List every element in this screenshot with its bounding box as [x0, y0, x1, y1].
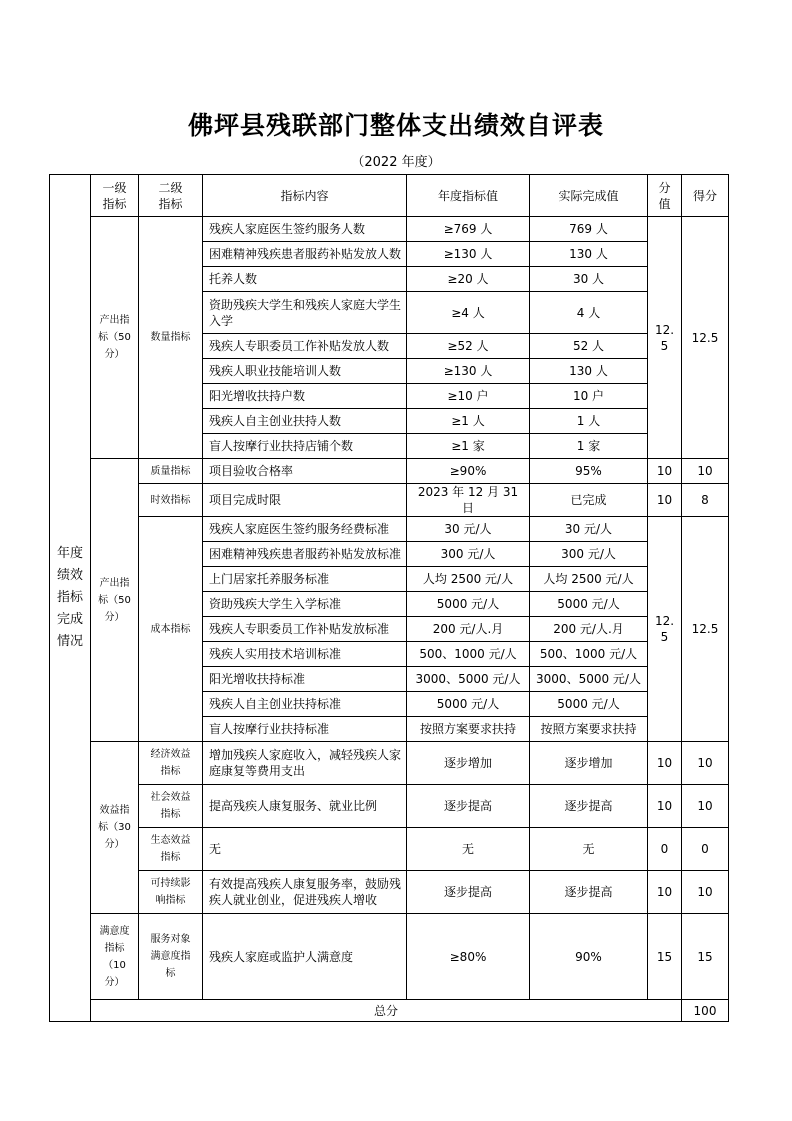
row-content: 残疾人家庭医生签约服务经费标准 — [203, 517, 407, 542]
row-content: 残疾人专职委员工作补贴发放人数 — [203, 334, 407, 359]
row-actual: 52 人 — [530, 334, 648, 359]
row-target: ≥130 人 — [407, 359, 530, 384]
row-weight: 0 — [648, 828, 682, 871]
row-target: ≥10 户 — [407, 384, 530, 409]
total-row — [50, 1000, 729, 1022]
level2-quality: 质量指标 — [139, 459, 203, 484]
row-target: 3000、5000 元/人 — [407, 667, 530, 692]
table-row — [50, 828, 729, 871]
row-actual: 200 元/人.月 — [530, 617, 648, 642]
score-quality: 10 — [682, 459, 729, 484]
level2-social: 社会效益 指标 — [139, 785, 203, 828]
row-content: 阳光增收扶持标准 — [203, 667, 407, 692]
row-actual: 130 人 — [530, 359, 648, 384]
row-actual: 1 家 — [530, 434, 648, 459]
table-row — [50, 871, 729, 914]
row-score: 10 — [682, 871, 729, 914]
row-target: 逐步增加 — [407, 742, 530, 785]
table-header-row — [50, 175, 729, 217]
header-weight: 分 值 — [648, 175, 682, 217]
level2-cost: 成本指标 — [139, 517, 203, 742]
table-row — [50, 217, 729, 242]
row-actual: 逐步提高 — [530, 785, 648, 828]
header-content: 指标内容 — [203, 175, 407, 217]
row-content: 残疾人专职委员工作补贴发放标准 — [203, 617, 407, 642]
weight-quality: 10 — [648, 459, 682, 484]
row-target: 5000 元/人 — [407, 592, 530, 617]
row-content: 资助残疾大学生入学标准 — [203, 592, 407, 617]
row-content: 残疾人家庭或监护人满意度 — [203, 914, 407, 1000]
level2-ecological: 生态效益 指标 — [139, 828, 203, 871]
category-cell: 年度 绩效 指标 完成 情况 — [50, 175, 91, 1022]
level2-satisfaction: 服务对象 满意度指 标 — [139, 914, 203, 1000]
row-target: 按照方案要求扶持 — [407, 717, 530, 742]
row-weight: 10 — [648, 742, 682, 785]
row-content: 困难精神残疾患者服药补贴发放标准 — [203, 542, 407, 567]
total-weight: 100 — [682, 1000, 729, 1022]
level2-sustainable: 可持续影 响指标 — [139, 871, 203, 914]
row-weight: 10 — [648, 785, 682, 828]
level2-quantity: 数量指标 — [139, 217, 203, 459]
row-target: ≥130 人 — [407, 242, 530, 267]
header-level2: 二级 指标 — [139, 175, 203, 217]
row-target: 500、1000 元/人 — [407, 642, 530, 667]
row-content: 困难精神残疾患者服药补贴发放人数 — [203, 242, 407, 267]
row-actual: 10 户 — [530, 384, 648, 409]
row-content: 阳光增收扶持户数 — [203, 384, 407, 409]
row-content: 项目完成时限 — [203, 484, 407, 517]
score-cost: 12.5 — [682, 517, 729, 742]
row-target: 逐步提高 — [407, 871, 530, 914]
level1-output-1: 产出指 标（50 分） — [91, 217, 139, 459]
row-content: 有效提高残疾人康复服务率，鼓励残疾人就业创业，促进残疾人增收 — [203, 871, 407, 914]
row-content: 托养人数 — [203, 267, 407, 292]
row-actual: 90% — [530, 914, 648, 1000]
row-target: 无 — [407, 828, 530, 871]
row-actual: 4 人 — [530, 292, 648, 334]
row-score: 10 — [682, 742, 729, 785]
page-subtitle: （2022 年度） — [351, 155, 441, 170]
row-target: 2023 年 12 月 31 日 — [407, 484, 530, 517]
row-actual: 已完成 — [530, 484, 648, 517]
row-content: 资助残疾大学生和残疾人家庭大学生入学 — [203, 292, 407, 334]
table-row — [50, 914, 729, 1000]
row-actual: 逐步提高 — [530, 871, 648, 914]
row-content: 残疾人职业技能培训人数 — [203, 359, 407, 384]
row-content: 残疾人实用技术培训标准 — [203, 642, 407, 667]
row-actual: 30 元/人 — [530, 517, 648, 542]
row-target: ≥52 人 — [407, 334, 530, 359]
row-weight: 10 — [648, 871, 682, 914]
total-label: 总分 — [91, 1000, 682, 1022]
row-actual: 逐步增加 — [530, 742, 648, 785]
score-timeliness: 8 — [682, 484, 729, 517]
row-content: 盲人按摩行业扶持店铺个数 — [203, 434, 407, 459]
row-target: ≥20 人 — [407, 267, 530, 292]
row-content: 残疾人自主创业扶持人数 — [203, 409, 407, 434]
table-row — [50, 484, 729, 517]
row-target: 200 元/人.月 — [407, 617, 530, 642]
header-level1: 一级 指标 — [91, 175, 139, 217]
weight-cost: 12. 5 — [648, 517, 682, 742]
row-score: 0 — [682, 828, 729, 871]
score-quantity: 12.5 — [682, 217, 729, 459]
level2-economic: 经济效益 指标 — [139, 742, 203, 785]
row-content: 无 — [203, 828, 407, 871]
weight-timeliness: 10 — [648, 484, 682, 517]
row-actual: 769 人 — [530, 217, 648, 242]
row-target: ≥1 人 — [407, 409, 530, 434]
row-actual: 30 人 — [530, 267, 648, 292]
header-actual: 实际完成值 — [530, 175, 648, 217]
row-actual: 无 — [530, 828, 648, 871]
table-row — [50, 459, 729, 484]
row-target: ≥80% — [407, 914, 530, 1000]
row-target: 30 元/人 — [407, 517, 530, 542]
level2-timeliness: 时效指标 — [139, 484, 203, 517]
header-score: 得分 — [682, 175, 729, 217]
row-content: 残疾人家庭医生签约服务人数 — [203, 217, 407, 242]
row-target: ≥90% — [407, 459, 530, 484]
row-actual: 人均 2500 元/人 — [530, 567, 648, 592]
row-actual: 1 人 — [530, 409, 648, 434]
row-content: 提高残疾人康复服务、就业比例 — [203, 785, 407, 828]
level1-output-2: 产出指 标（50 分） — [91, 459, 139, 742]
row-target: 300 元/人 — [407, 542, 530, 567]
row-actual: 3000、5000 元/人 — [530, 667, 648, 692]
table-row — [50, 742, 729, 785]
row-content: 增加残疾人家庭收入，减轻残疾人家庭康复等费用支出 — [203, 742, 407, 785]
table-row — [50, 785, 729, 828]
row-actual: 130 人 — [530, 242, 648, 267]
row-score: 10 — [682, 785, 729, 828]
row-target: ≥4 人 — [407, 292, 530, 334]
row-content: 残疾人自主创业扶持标准 — [203, 692, 407, 717]
row-target: 人均 2500 元/人 — [407, 567, 530, 592]
page-title: 佛坪县残联部门整体支出绩效自评表 — [187, 111, 604, 140]
header-target: 年度指标值 — [407, 175, 530, 217]
row-content: 上门居家托养服务标准 — [203, 567, 407, 592]
row-content: 盲人按摩行业扶持标准 — [203, 717, 407, 742]
row-target: 5000 元/人 — [407, 692, 530, 717]
row-actual: 95% — [530, 459, 648, 484]
row-actual: 按照方案要求扶持 — [530, 717, 648, 742]
row-target: 逐步提高 — [407, 785, 530, 828]
row-actual: 5000 元/人 — [530, 692, 648, 717]
table-row — [50, 517, 729, 542]
row-score: 15 — [682, 914, 729, 1000]
row-actual: 500、1000 元/人 — [530, 642, 648, 667]
performance-table — [49, 174, 729, 1022]
level1-satisfaction: 满意度 指标 （10 分） — [91, 914, 139, 1000]
row-actual: 300 元/人 — [530, 542, 648, 567]
row-target: ≥769 人 — [407, 217, 530, 242]
row-actual: 5000 元/人 — [530, 592, 648, 617]
weight-quantity: 12. 5 — [648, 217, 682, 459]
level1-benefit: 效益指 标（30 分） — [91, 742, 139, 914]
row-target: ≥1 家 — [407, 434, 530, 459]
row-weight: 15 — [648, 914, 682, 1000]
row-content: 项目验收合格率 — [203, 459, 407, 484]
